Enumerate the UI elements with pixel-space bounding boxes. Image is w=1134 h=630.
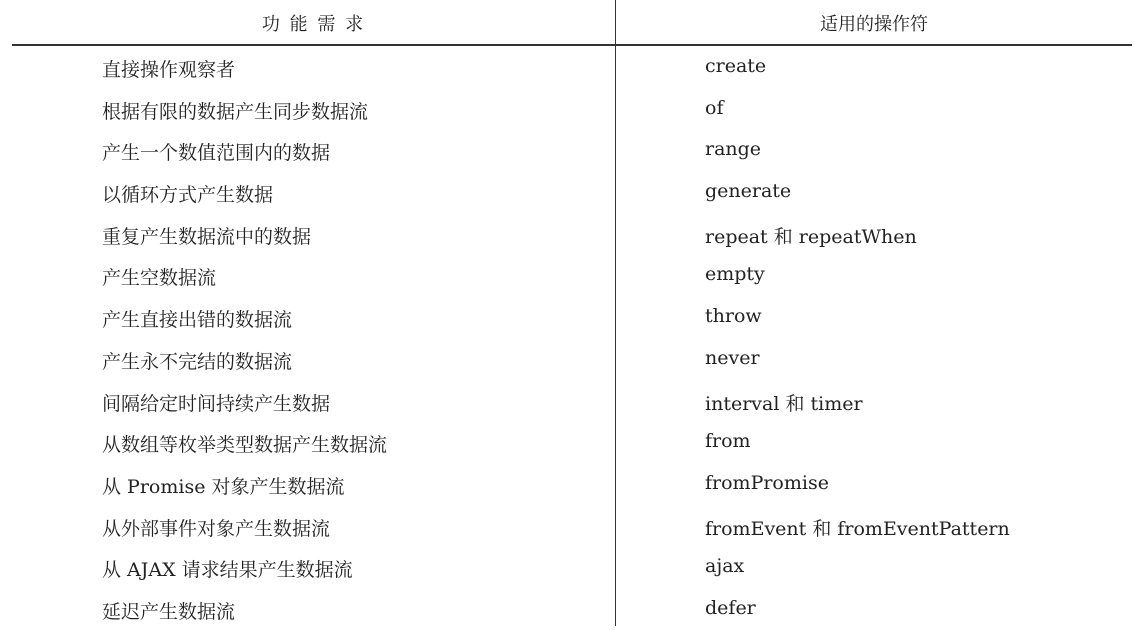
table-row (12, 129, 1132, 171)
operator-cell: fromEvent 和 fromEventPattern (705, 517, 1010, 540)
table-row (12, 296, 1132, 338)
operator-cell: range (705, 138, 762, 161)
requirement-cell: 产生空数据流 (102, 267, 217, 290)
requirement-cell: 延迟产生数据流 (102, 600, 236, 623)
table-row (12, 505, 1132, 547)
table-row (12, 254, 1132, 296)
requirement-cell: 从 Promise 对象产生数据流 (102, 475, 345, 498)
operator-cell: empty (705, 263, 765, 286)
table-body (12, 46, 1132, 630)
requirement-cell: 以循环方式产生数据 (102, 184, 274, 207)
table-row (12, 546, 1132, 588)
table-row (12, 46, 1132, 88)
operator-cell: of (705, 96, 724, 119)
requirement-cell: 产生永不完结的数据流 (102, 350, 293, 373)
operator-cell: fromPromise (705, 471, 829, 494)
header-operator: 适用的操作符 (820, 14, 928, 35)
operator-cell: repeat 和 repeatWhen (705, 225, 917, 248)
operator-cell: defer (705, 596, 756, 619)
operator-cell: never (705, 346, 760, 369)
table-row (12, 463, 1132, 505)
header-requirement: 功 能 需 求 (261, 14, 366, 35)
operator-cell: throw (705, 305, 762, 328)
requirement-cell: 直接操作观察者 (102, 59, 236, 81)
requirement-cell: 根据有限的数据产生同步数据流 (102, 100, 369, 123)
requirement-cell: 间隔给定时间持续产生数据 (102, 392, 331, 415)
requirement-cell: 产生一个数值范围内的数据 (102, 142, 331, 165)
table-row (12, 338, 1132, 380)
table-row (12, 171, 1132, 213)
operator-table (12, 0, 1132, 626)
operator-cell: interval 和 timer (705, 392, 863, 415)
table-row (12, 588, 1132, 630)
requirement-cell: 从 AJAX 请求结果产生数据流 (102, 559, 353, 582)
requirement-cell: 从数组等枚举类型数据产生数据流 (102, 434, 388, 457)
requirement-cell: 产生直接出错的数据流 (102, 309, 293, 332)
table-row (12, 380, 1132, 422)
table-row (12, 213, 1132, 255)
table-header (12, 0, 1132, 44)
table-row (12, 88, 1132, 130)
requirement-cell: 从外部事件对象产生数据流 (102, 517, 331, 540)
requirement-cell: 重复产生数据流中的数据 (102, 225, 312, 248)
table-row (12, 421, 1132, 463)
operator-cell: from (705, 430, 751, 453)
operator-cell: generate (705, 180, 792, 203)
operator-cell: create (705, 55, 767, 77)
operator-cell: ajax (705, 555, 745, 578)
